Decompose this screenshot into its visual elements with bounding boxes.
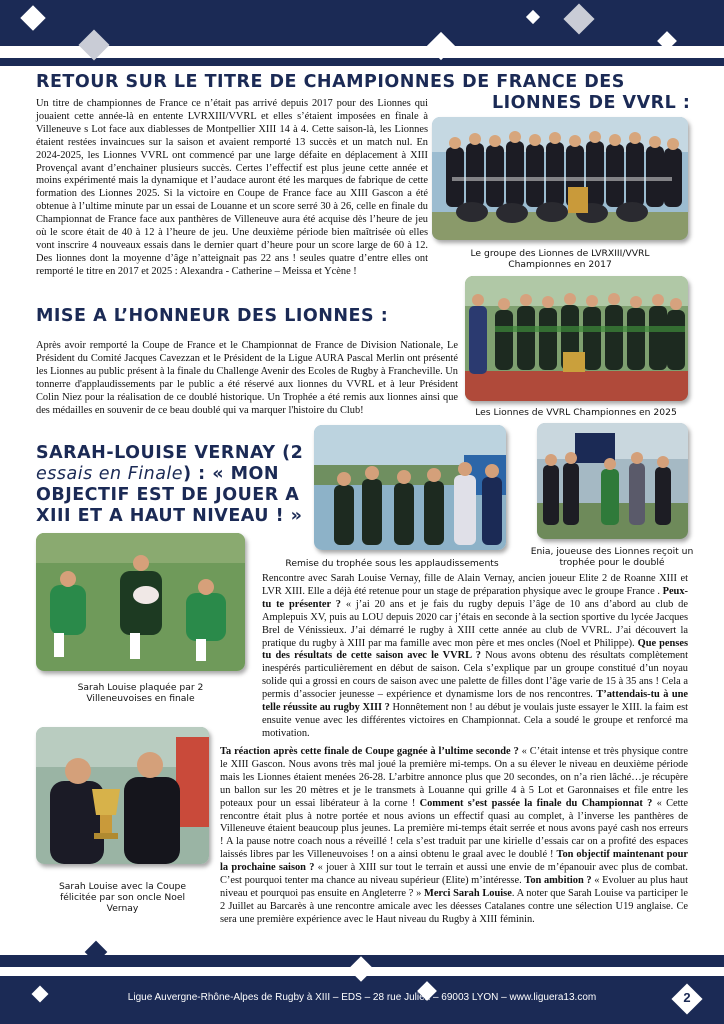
interview-q1: Peux-tu te présenter ? <box>262 585 688 610</box>
interview-part1 <box>262 573 688 741</box>
page-number: 2 <box>683 990 691 1005</box>
caption-photo-2025: Les Lionnes de VVRL Championnes en 2025 <box>475 407 677 418</box>
caption-cup-line1: Sarah Louise avec la Coupe <box>58 881 187 892</box>
interview-intro: Rencontre avec Sarah Louise Vernay, fille de Alain Vernay, ancien joueur Elite 2 de Roanne XIII et LVR XIII. Elle a déjà été retenue pour un stage de préparation physique avec le groupe France . <box>262 573 688 597</box>
article-honneur-body: Après avoir remporté la Coupe de France et le Championnat de France de Division Nationale, Le Président du Comité Jacques Cavezzan et le Président de la Ligue AURA Pascal Merlin ont présenté les Lionnes au public présent à la finale du Challenge Avenir des Ecoles de Rugby à Francheville. Un tonnerre d'applaudissements par le public a été réservé aux lionnes du VVRL et à leur Président Colin Niez pour la réalisation de ce doublé historique. Un Trophée a été remis aux lionnes ainsi que des médailles en souvenir de ce beau doublé qui va marquer l'histoire du Club! <box>36 340 458 416</box>
section-title-honneur: MISE A L’HONNEUR DES LIONNES : <box>36 306 389 326</box>
photo-team-2025 <box>465 276 688 401</box>
sarah-title-line3: OBJECTIF EST DE JOUER A <box>36 485 300 505</box>
interview-a6: « jouer à XIII sur tout le terrain et aussi une envie de m’épanouir avec plus de combat. C’est pourquoi tenter ma chance au niveau supérieur (Elite) m’intéresse. <box>220 862 688 887</box>
interview-a8: . A noter que Sarah Louise va participer le 2 Juillet au Barcarès à une rencontre amicale avec les déesses Catalanes contre une sélection U19 anglaise. Ce sera une première expérience avec le Haut niveau du Rugby à XIII féminin. <box>220 887 688 925</box>
sarah-title-line4: XIII ET A HAUT NIVEAU ! » <box>36 506 303 526</box>
caption-enia-line1: Enia, joueuse des Lionnes reçoit un <box>530 546 694 557</box>
interview-q7: Ton ambition ? <box>524 875 592 887</box>
caption-photo-2017-line1: Le groupe des Lionnes de LVRXIII/VVRL <box>470 248 650 259</box>
section-title-retour: RETOUR SUR LE TITRE DE CHAMPIONNES DE FRANCE DES <box>36 72 625 92</box>
header-band <box>0 0 724 46</box>
photo-enia-trophy <box>537 423 688 539</box>
caption-cup-line3: Vernay <box>106 903 139 914</box>
interview-a5: « Cette rencontre était plus à notre portée et nous avions un effectif quasi au complet, à l’inverse les panthères de Villeneuve étaient beaucoup plus jeunes. La première mi-temps était serrée et nous avons payé cash nos erreurs ! A la pause notre coach nous a réveillé ! cela s’est traduit par une kirielle d’essais car on a profité des espaces laissés libres par les Villeneuvoises ! on a ainsi obtenu le graal avec le doublé ! <box>220 797 688 861</box>
photo-team-2017 <box>432 117 688 240</box>
interview-q8: Merci Sarah Louise <box>424 887 512 899</box>
sarah-title-line1: SARAH-LOUISE VERNAY (2 <box>36 443 304 463</box>
interview-a2: Nous avons obtenu des résultats complètement inespérés particulièrement en début de saison. Cela s’explique par un groupe constitué d’un noyau solide qui a grossi en cours de saison avec une palette de filles dont l’âge varie de 15 à 35 ans ! Cela a permis d’associer jeunesse – expérience et dynamisme lors de nos rencontres. <box>262 650 688 701</box>
section-title-sarah <box>36 443 303 527</box>
interview-part2 <box>220 746 688 927</box>
footer-address: Ligue Auvergne-Rhône-Alpes de Rugby à XIII – EDS – 28 rue Julien – 69003 LYON – www.liguera13.com <box>127 992 597 1003</box>
sarah-title-essais: essais en Finale <box>36 464 184 484</box>
caption-cup-line2: félicitée par son oncle Noel <box>59 892 186 903</box>
caption-tackle-line2: Villeneuvoises en finale <box>86 693 195 704</box>
interview-a3: Honnêtement non ! au début je voulais juste essayer le XIII. la faim est ensuite venue avec les différentes victoires en Championnat. Cela a soudé le groupe et renforcé ma motivation. <box>262 702 689 739</box>
photo-sarah-cup <box>36 727 209 864</box>
article-retour-body: Un titre de championnes de France ce n’était pas arrivé depuis 2017 pour des Lionnes qui jouaient cette année-là en entente LVRXIII/VVRL et elles s’étaient imposées en finale à Villeneuve s Lot face aux diablesses de Montpellier XIII 14 à 4. Cette saison-là, les Lionnes étaient restées invaincues sur la saison et avaient remporté 13 succès et un match nul. En 2024-2025, les Lionnes VVRL ont commencé par une large défaite en déplacement à XIII Provençal avant d’enchainer plusieurs succès. Certes l’effectif est plus jeune cette année et moins expérimenté mais la dynamique et l’audace auront été les marques de fabrique de cette formation des Lionnes 2025. Si la victoire en Coupe de France face au XIII Gascon a été obtenue à l’ultime minute par un essai de Louanne et un score serré 30 à 26, celle en finale du Championnat de France face aux panthères de Villeneuve aura été acquise dès l’heure de jeu où le score était de 40 à 12 à l’heure de jeu. Une deuxième période bien maîtrisée où elles vont inscrire 4 nouveaux essais dans le dernier quart d’heure pour un score large de 60 à 12. Des lionnes dont la moyenne d’âge n’atteignait pas 22 ans ! seules quatre d’entre elles ont remporté le titre en 2017 et 2025 : Alexandra - Catherine – Meissa et Ycène ! <box>36 98 428 277</box>
header-stripe <box>0 58 724 66</box>
section-title-retour-cont: LIONNES DE VVRL : <box>492 93 691 113</box>
interview-a7: « Evoluer au plus haut niveau et pourquoi pas ensuite en Angleterre ? » <box>220 875 688 899</box>
caption-enia-line2: trophée pour le doublé <box>559 557 665 568</box>
caption-photo-2017-line2: Championnes en 2017 <box>508 259 612 270</box>
photo-trophy-ceremony <box>314 425 506 550</box>
interview-q4: Ta réaction après cette finale de Coupe gagnée à l’ultime seconde ? <box>220 746 519 757</box>
interview-a1: « j’ai 20 ans et je fais du rugby depuis l’âge de 10 ans d’abord au club de Amplepuis XV, puis au LOU depuis 2020 car j’étais en seconde à la section sportive du lycée Jacques Brel de Vénissieux. J’ai démarré le rugby à XIII cette année au club de VVRL. J’ai découvert la pratique du rugby à XIII par ma famille avec mon père et mes oncles (Noel et Philippe). <box>262 598 688 649</box>
sarah-title-line2 <box>36 464 303 485</box>
interview-q5: Comment s’est passée la finale du Championnat ? <box>419 797 653 809</box>
interview-q3: T’attendais-tu à une telle réussite au rugby XIII ? <box>262 689 688 714</box>
interview-a4: « C’était intense et très physique contre le XIII Gascon. Nous avons très mal joué la première mi-temps. On a su élever le niveau en deuxième période mais les Lionnes étaient menées 26-28. L’arbitre annonce plus que 20 secondes, on n’a rien lâché…je récupère un ballon sur les 20 mètres et je le transmets à Louanne qui grille 4 à 5 Lot et Garonnaises et file entre les poteaux pour un essai libérateur à la corne ! <box>220 746 688 809</box>
interview-q6: Ton objectif maintenant pour la prochaine saison ? <box>220 849 688 874</box>
caption-trophy-ceremony: Remise du trophée sous les applaudissements <box>285 558 499 569</box>
interview-q2: Que penses tu des résultats de cette saison avec le VVRL ? <box>262 637 688 662</box>
sarah-title-mon: ) : « MON <box>183 464 280 484</box>
photo-sarah-tackled <box>36 533 245 671</box>
caption-tackle-line1: Sarah Louise plaquée par 2 <box>77 682 204 693</box>
